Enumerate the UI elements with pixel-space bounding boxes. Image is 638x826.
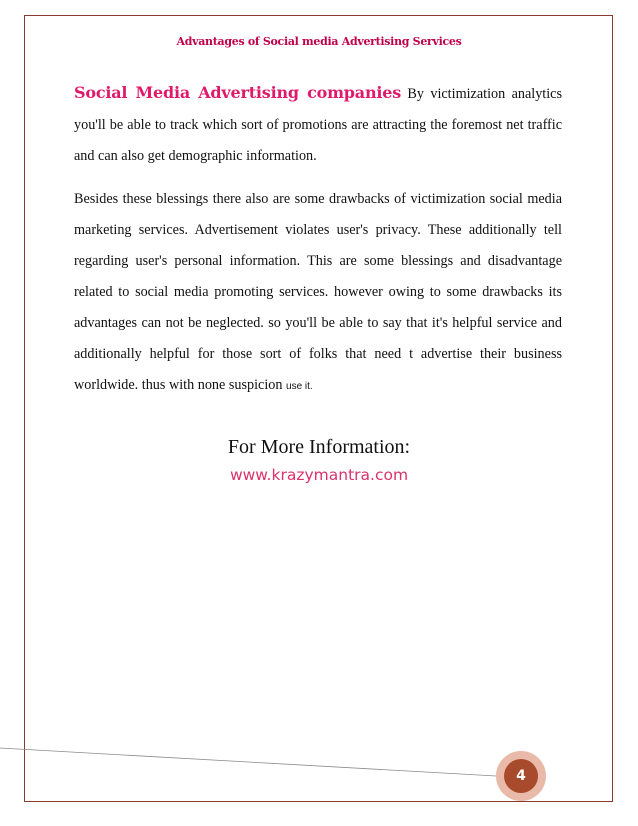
paragraph-2 — [74, 184, 562, 402]
website-link[interactable]: www.krazymantra.com — [229, 466, 409, 484]
paragraph-1-text: By victimization analytics you'll be able to track which sort of promotions are attracting the foremost net traffic and can also get demographic information. — [74, 86, 562, 164]
paragraph-2-text: Besides these blessings there also are some drawbacks of victimization social media marketing services. Advertisement violates user's privacy. These additionally tell regarding user's personal information. This are some blessings and disadvantage related to social media promoting services. however owing to some drawbacks its advantages can not be neglected. so you'll be able to say that it's helpful service and additionally helpful for those sort of folks that need t advertise their business worldwide. thus with none suspicion — [74, 191, 562, 393]
paragraph-2-tail: use it. — [286, 381, 313, 392]
header-title: Advantages of Social media Advertising Services — [176, 35, 462, 48]
more-info-label: For More Information: — [227, 436, 411, 458]
paragraph-1 — [74, 77, 562, 172]
lead-highlight: Social Media Advertising companies — [74, 83, 402, 102]
page-number: 4 — [504, 759, 538, 793]
